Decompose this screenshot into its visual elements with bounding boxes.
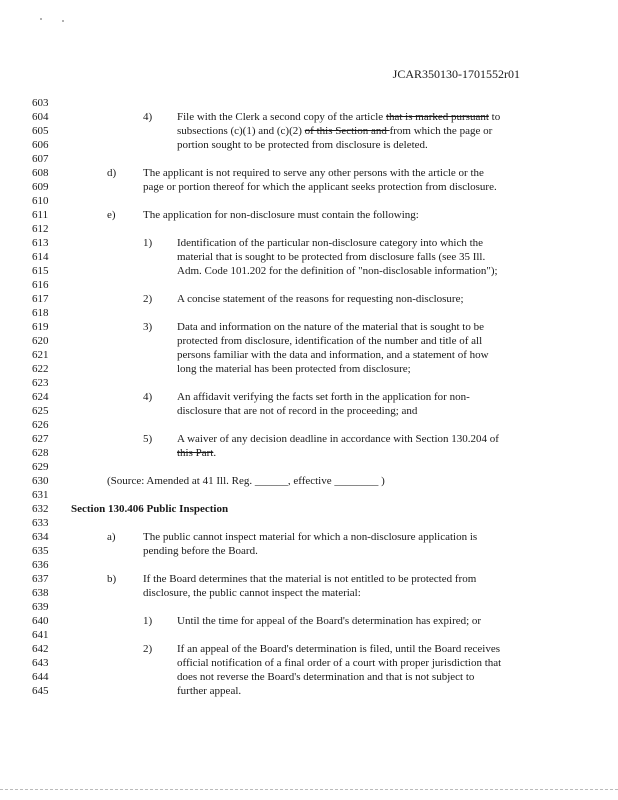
item-letter: b) <box>107 573 117 585</box>
text-line: disclosure, the public cannot inspect the material: <box>143 587 361 599</box>
item-number: 3) <box>143 321 153 333</box>
line-number: 623 <box>32 377 49 389</box>
text-line: If an appeal of the Board's determination is filed, until the Board receives <box>177 643 501 655</box>
item-number: 5) <box>143 433 153 445</box>
text-line: A concise statement of the reasons for requesting non-disclosure; <box>177 293 464 305</box>
line-number: 604 <box>32 111 49 123</box>
line-number: 613 <box>32 237 49 249</box>
line-number: 641 <box>32 629 49 641</box>
text-line: page or portion thereof for which the applicant seeks protection from disclosure. <box>143 181 497 193</box>
item-number: 1) <box>143 237 153 249</box>
text-line: subsections (c)(1) and (c)(2) of this Section and from which the page or <box>177 125 493 137</box>
line-number: 634 <box>32 531 49 543</box>
line-number: 605 <box>32 125 49 137</box>
line-number: 614 <box>32 251 49 263</box>
page-bottom-edge <box>0 789 618 791</box>
line-number: 619 <box>32 321 49 333</box>
text-line: The public cannot inspect material for which a non-disclosure application is <box>143 531 478 543</box>
line-number: 638 <box>32 587 49 599</box>
text-line: The applicant is not required to serve any other persons with the article or the <box>143 167 484 179</box>
line-number: 626 <box>32 419 49 431</box>
text-line: File with the Clerk a second copy of the article that is marked pursuant to <box>177 111 501 123</box>
line-number: 618 <box>32 307 49 319</box>
text-line: Data and information on the nature of the material that is sought to be <box>177 321 484 333</box>
line-number: 603 <box>32 97 49 109</box>
item-number: 4) <box>143 391 153 403</box>
line-number: 617 <box>32 293 49 305</box>
line-number: 612 <box>32 223 49 235</box>
line-number: 615 <box>32 265 49 277</box>
text-line: A waiver of any decision deadline in accordance with Section 130.204 of <box>177 433 499 445</box>
text-line: protected from disclosure, identification of the number and title of all <box>177 335 483 347</box>
item-number: 4) <box>143 111 153 123</box>
text-line: pending before the Board. <box>143 545 258 557</box>
line-number: 609 <box>32 181 49 193</box>
line-number: 637 <box>32 573 49 585</box>
item-letter: d) <box>107 167 117 179</box>
text-line: material that is sought to be protected from disclosure falls (see 35 Ill. <box>177 251 486 263</box>
text-line: Adm. Code 101.202 for the definition of "non-disclosable information"); <box>177 265 498 277</box>
text-line: Until the time for appeal of the Board's determination has expired; or <box>177 615 482 627</box>
line-number: 636 <box>32 559 49 571</box>
line-number: 643 <box>32 657 49 669</box>
text-line: An affidavit verifying the facts set forth in the application for non- <box>177 391 470 403</box>
text-line: disclosure that are not of record in the proceeding; and <box>177 405 418 417</box>
document-id: JCAR350130-1701552r01 <box>392 67 520 81</box>
item-number: 2) <box>143 643 153 655</box>
line-number: 631 <box>32 489 49 501</box>
line-number: 642 <box>32 643 49 655</box>
item-letter: a) <box>107 531 116 543</box>
line-number: 610 <box>32 195 49 207</box>
line-number: 620 <box>32 335 49 347</box>
line-number: 633 <box>32 517 49 529</box>
text-line: long the material has been protected from disclosure; <box>177 363 411 375</box>
line-number: 628 <box>32 447 49 459</box>
line-number: 645 <box>32 685 49 697</box>
text-line: official notification of a final order of a court with proper jurisdiction that <box>177 657 502 669</box>
line-number: 644 <box>32 671 49 683</box>
line-number: 632 <box>32 503 49 515</box>
line-number: 622 <box>32 363 49 375</box>
text-line: this Part. <box>177 447 217 459</box>
text-line: The application for non-disclosure must contain the following: <box>143 209 419 221</box>
scan-speck <box>40 18 42 20</box>
line-number: 616 <box>32 279 49 291</box>
text-line: Identification of the particular non-disclosure category into which the <box>177 237 484 249</box>
line-number: 624 <box>32 391 49 403</box>
line-number: 639 <box>32 601 49 613</box>
source-note: (Source: Amended at 41 Ill. Reg. ______, effective ________ ) <box>107 475 385 487</box>
section-title: Section 130.406 Public Inspection <box>71 503 229 515</box>
text-line: further appeal. <box>177 685 242 697</box>
line-number: 607 <box>32 153 49 165</box>
text-line: portion sought to be protected from disclosure is deleted. <box>177 139 428 151</box>
item-number: 1) <box>143 615 153 627</box>
line-number: 635 <box>32 545 49 557</box>
line-number: 630 <box>32 475 49 487</box>
text-line: If the Board determines that the material is not entitled to be protected from <box>143 573 477 585</box>
line-number: 621 <box>32 349 49 361</box>
line-number: 625 <box>32 405 49 417</box>
item-letter: e) <box>107 209 116 221</box>
item-number: 2) <box>143 293 153 305</box>
text-line: does not reverse the Board's determination and that is not subject to <box>177 671 475 683</box>
scan-speck <box>62 20 64 22</box>
line-number: 611 <box>32 209 49 221</box>
line-number: 606 <box>32 139 49 151</box>
line-number: 627 <box>32 433 49 445</box>
line-number: 640 <box>32 615 49 627</box>
text-line: persons familiar with the data and information, and a statement of how <box>177 349 489 361</box>
line-number: 629 <box>32 461 49 473</box>
line-number: 608 <box>32 167 49 179</box>
